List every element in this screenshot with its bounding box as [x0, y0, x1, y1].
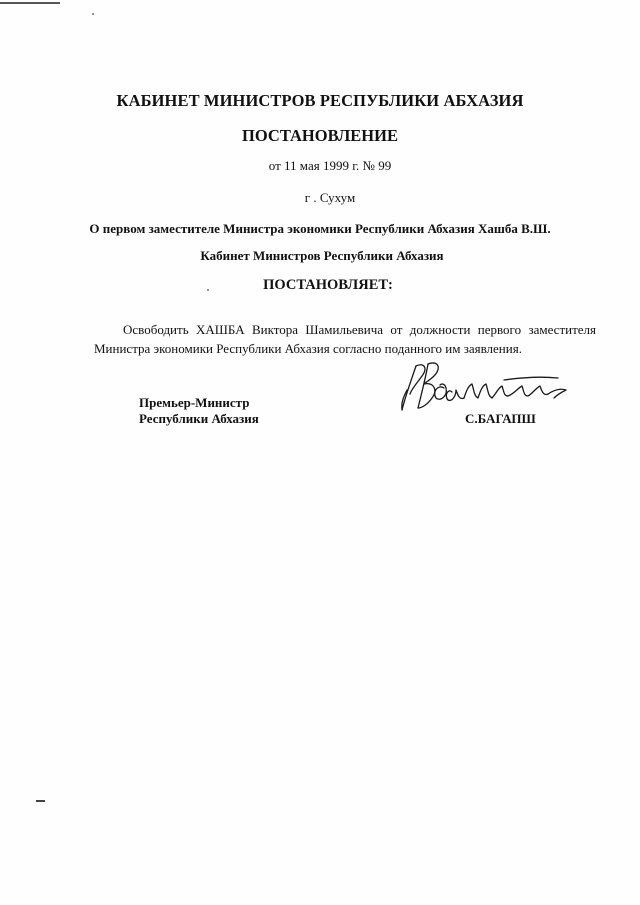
decree-body-line: Освободить ХАШБА Виктора Шамильевича от должности первого заместителя	[123, 322, 596, 337]
scan-artifact-dash	[36, 800, 45, 802]
issuing-body: Кабинет Министров Республики Абхазия	[200, 248, 444, 263]
signatory-title-line: Премьер-Министр	[139, 395, 250, 410]
scan-artifact-dot	[92, 13, 94, 15]
signatory-title	[139, 395, 259, 427]
document-city: г . Сухум	[304, 190, 356, 205]
signatory-name: С.БАГАПШ	[465, 411, 536, 426]
organization-heading: КАБИНЕТ МИНИСТРОВ РЕСПУБЛИКИ АБХАЗИЯ	[116, 91, 524, 110]
document-subject: О первом заместителе Министра экономики Республики Абхазия Хашба В.Ш.	[89, 221, 551, 236]
scan-artifact-top	[0, 2, 60, 4]
document-type-heading: ПОСТАНОВЛЕНИЕ	[242, 126, 398, 145]
signatory-title-line: Республики Абхазия	[139, 411, 259, 426]
decree-body-line: Министра экономики Республики Абхазия согласно поданного им заявления.	[94, 341, 522, 356]
decree-body	[94, 320, 596, 358]
decrees-heading: ПОСТАНОВЛЯЕТ:	[263, 277, 393, 293]
document-date-number: от 11 мая 1999 г. № 99	[268, 158, 392, 173]
